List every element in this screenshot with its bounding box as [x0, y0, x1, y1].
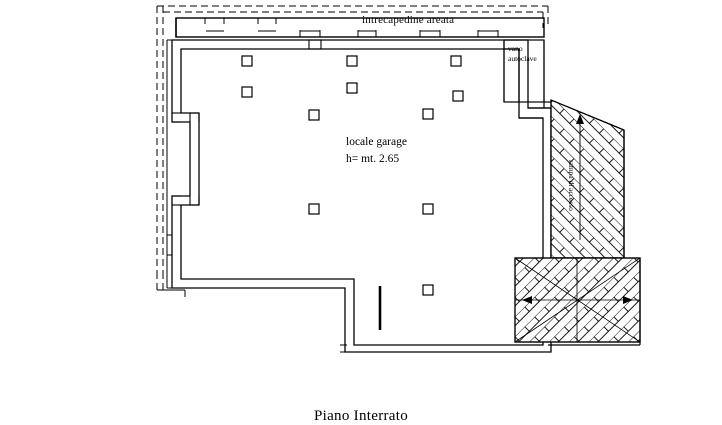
label-vano-line1: vano — [508, 44, 523, 53]
label-rampa-accesso — [566, 160, 576, 211]
columns-group — [242, 56, 463, 295]
label-garage-height: h= mt. 2.65 — [346, 152, 400, 165]
rampa-di-accesso — [551, 100, 624, 258]
garage-perimeter-walls — [172, 40, 551, 352]
column — [242, 87, 252, 97]
left-wall-pilasters — [172, 113, 199, 205]
paved-courtyard — [515, 258, 640, 342]
left-outer-band — [167, 40, 172, 288]
label-vano-line2: autoclave — [508, 54, 537, 64]
column — [309, 204, 319, 214]
label-rampa-line1: rampa di — [567, 160, 577, 187]
intercapedine-band — [176, 18, 544, 37]
column — [423, 285, 433, 295]
column — [347, 56, 357, 66]
label-rampa-line2: accesso — [567, 188, 577, 212]
label-garage-name: locale garage — [346, 136, 407, 148]
column — [242, 56, 252, 66]
label-locale-garage — [346, 134, 407, 167]
top-opening-mark — [309, 40, 321, 49]
column — [423, 109, 433, 119]
label-intercapedine-areata: intrecapedine areata — [362, 14, 455, 26]
column — [309, 110, 319, 120]
column — [347, 83, 357, 93]
column — [451, 56, 461, 66]
column — [453, 91, 463, 101]
column — [423, 204, 433, 214]
plan-title: Piano Interrato — [313, 408, 409, 424]
label-vano-autoclave — [508, 44, 537, 64]
